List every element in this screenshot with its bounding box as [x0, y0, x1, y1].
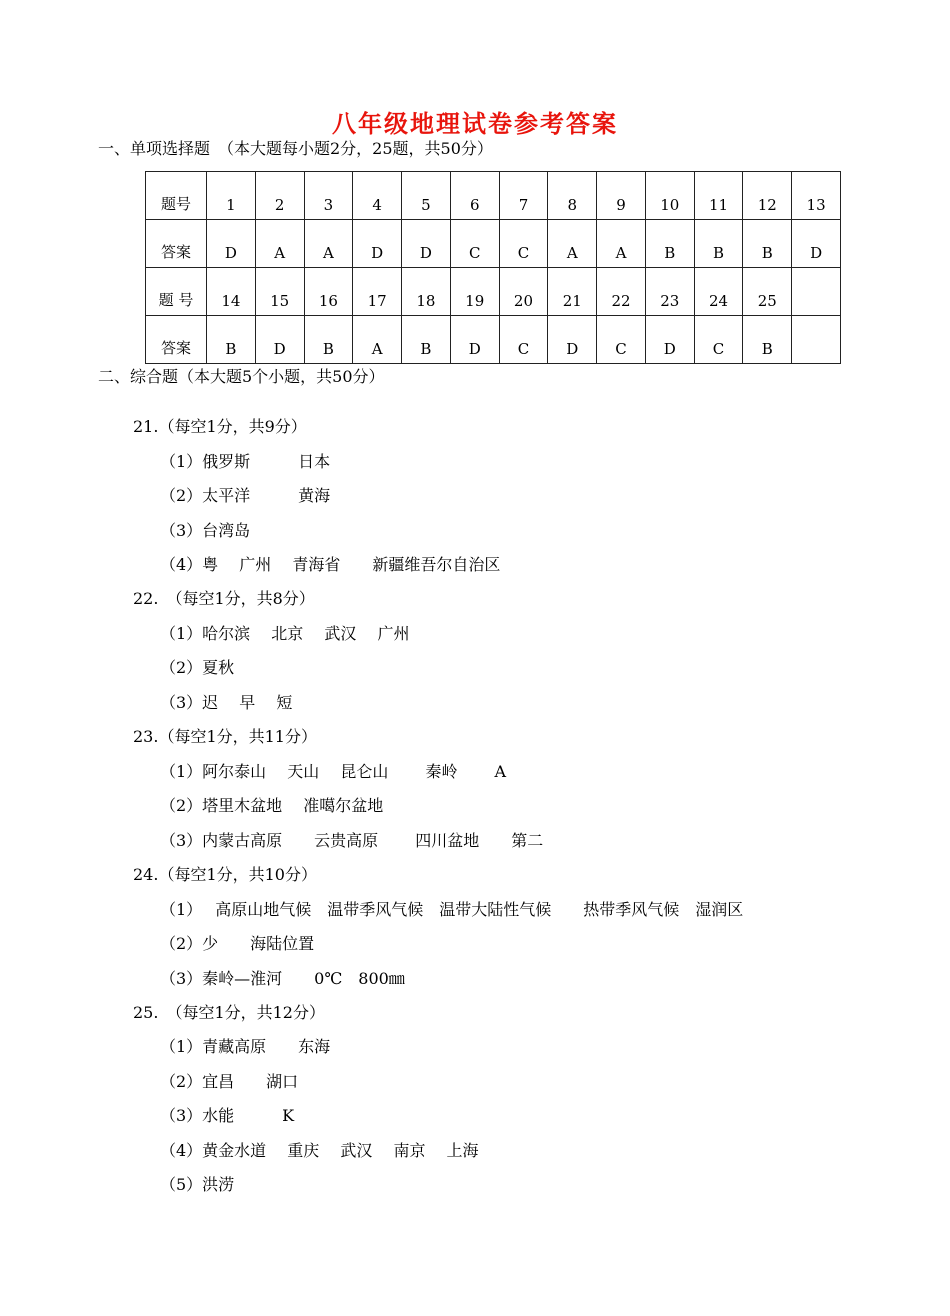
table-cell: A: [548, 220, 597, 268]
answer-line: （1）俄罗斯 日本: [160, 452, 331, 471]
table-cell: 9: [597, 172, 646, 220]
answer-line: （2）塔里木盆地 准噶尔盆地: [160, 796, 384, 815]
table-cell: B: [694, 220, 743, 268]
table-cell: D: [255, 316, 304, 364]
table-cell: B: [402, 316, 451, 364]
table-cell: B: [304, 316, 353, 364]
answer-line: （2）宜昌 湖口: [160, 1072, 299, 1091]
table-cell: D: [353, 220, 402, 268]
row-label: 答案: [146, 220, 207, 268]
table-cell: 23: [645, 268, 694, 316]
table-cell: D: [450, 316, 499, 364]
table-cell: A: [255, 220, 304, 268]
table-cell: 8: [548, 172, 597, 220]
table-cell: 6: [450, 172, 499, 220]
answer-line: （1）青藏高原 东海: [160, 1037, 331, 1056]
table-row: [146, 316, 841, 364]
table-cell: 24: [694, 268, 743, 316]
table-cell: 22: [597, 268, 646, 316]
table-cell: A: [304, 220, 353, 268]
table-cell: B: [645, 220, 694, 268]
answer-line: （2）夏秋: [160, 658, 235, 677]
row-label: 题 号: [146, 268, 207, 316]
table-cell: 19: [450, 268, 499, 316]
question-22-heading: 22. （每空1分，共8分）: [133, 589, 315, 608]
table-cell: 21: [548, 268, 597, 316]
question-25-heading: 25. （每空1分，共12分）: [133, 1003, 325, 1022]
answer-line: （1）阿尔泰山 天山 昆仑山 秦岭 A: [160, 762, 507, 781]
table-row: [146, 172, 841, 220]
table-cell: C: [694, 316, 743, 364]
answer-table: [145, 171, 841, 364]
table-cell: 17: [353, 268, 402, 316]
table-cell: 25: [743, 268, 792, 316]
section1-heading: 一、单项选择题 （本大题每小题2分，25题，共50分）: [98, 139, 493, 158]
table-cell: 1: [207, 172, 256, 220]
table-cell: C: [450, 220, 499, 268]
answer-line: （3）迟 早 短: [160, 693, 293, 712]
table-cell: 12: [743, 172, 792, 220]
table-cell: 5: [402, 172, 451, 220]
question-21-heading: 21.（每空1分，共9分）: [133, 417, 307, 436]
answer-line: （4）黄金水道 重庆 武汉 南京 上海: [160, 1141, 479, 1160]
table-cell: D: [548, 316, 597, 364]
table-cell: D: [792, 220, 841, 268]
table-cell: B: [743, 316, 792, 364]
table-cell: 4: [353, 172, 402, 220]
table-cell: C: [499, 220, 548, 268]
answer-line: （1）哈尔滨 北京 武汉 广州: [160, 624, 410, 643]
table-cell: 10: [645, 172, 694, 220]
table-cell: 16: [304, 268, 353, 316]
table-cell: B: [207, 316, 256, 364]
table-cell: [792, 268, 841, 316]
table-cell: 2: [255, 172, 304, 220]
table-cell: [792, 316, 841, 364]
table-cell: 13: [792, 172, 841, 220]
answer-line: （3）台湾岛: [160, 521, 251, 540]
table-cell: C: [597, 316, 646, 364]
answer-line: （3）内蒙古高原 云贵高原 四川盆地 第二: [160, 831, 544, 850]
table-cell: 7: [499, 172, 548, 220]
table-cell: A: [597, 220, 646, 268]
table-cell: 18: [402, 268, 451, 316]
row-label: 题号: [146, 172, 207, 220]
answer-line: （4）粤 广州 青海省 新疆维吾尔自治区: [160, 555, 501, 574]
section2-heading: 二、综合题（本大题5个小题，共50分）: [98, 367, 385, 386]
table-row: [146, 220, 841, 268]
page-title: 八年级地理试卷参考答案: [332, 110, 618, 138]
question-23-heading: 23.（每空1分，共11分）: [133, 727, 317, 746]
answer-line: （5）洪涝: [160, 1175, 235, 1194]
table-cell: D: [402, 220, 451, 268]
table-cell: 20: [499, 268, 548, 316]
table-cell: B: [743, 220, 792, 268]
answer-line: （2）少 海陆位置: [160, 934, 315, 953]
row-label: 答案: [146, 316, 207, 364]
answer-line: （2）太平洋 黄海: [160, 486, 331, 505]
table-row: [146, 268, 841, 316]
table-cell: 14: [207, 268, 256, 316]
table-cell: 15: [255, 268, 304, 316]
answer-line: （3）水能 K: [160, 1106, 295, 1125]
table-cell: C: [499, 316, 548, 364]
table-cell: A: [353, 316, 402, 364]
answer-line: （1） 高原山地气候 温带季风气候 温带大陆性气候 热带季风气候 湿润区: [160, 900, 744, 919]
table-cell: D: [207, 220, 256, 268]
table-cell: D: [645, 316, 694, 364]
question-24-heading: 24.（每空1分，共10分）: [133, 865, 317, 884]
answer-line: （3）秦岭—淮河 0℃ 800㎜: [160, 969, 405, 988]
table-cell: 3: [304, 172, 353, 220]
table-cell: 11: [694, 172, 743, 220]
